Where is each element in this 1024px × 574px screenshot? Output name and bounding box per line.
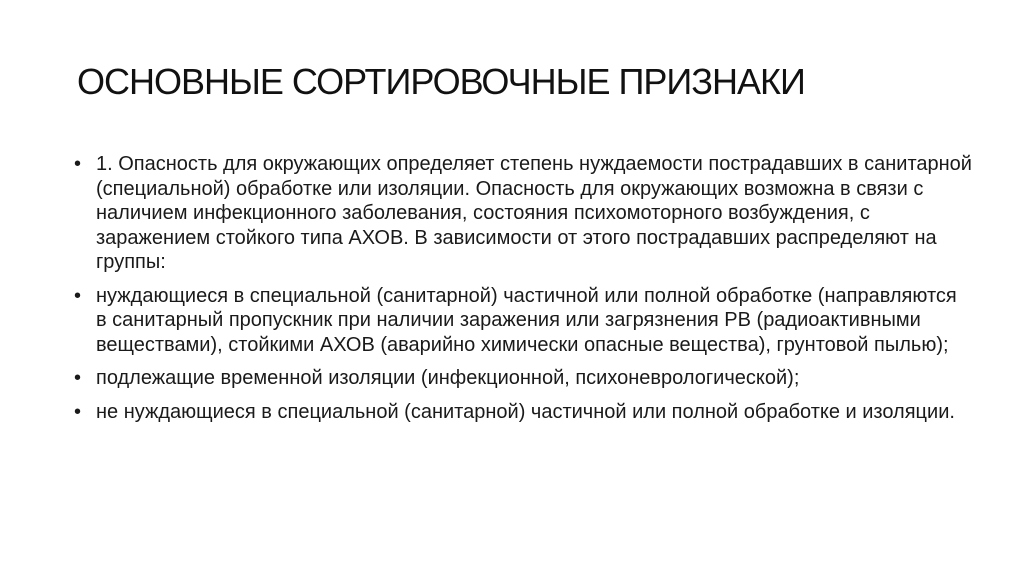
list-item-text: 1. Опасность для окружающих определяет степень нуждаемости пострадавших в санитарной (специальной) обработке или изоляции. Опасность для окружающих возможна в связи с наличием инфекционного заболевания, состояния психомоторного возбуждения, с заражением стойкого типа АХОВ. В зависимости от этого пострадавших распределяют на группы: [96, 153, 972, 273]
bullet-list [72, 152, 972, 433]
bullet-icon: • [74, 367, 82, 389]
bullet-icon: • [74, 153, 82, 175]
list-item [72, 366, 972, 391]
slide-title: ОСНОВНЫЕ СОРТИРОВОЧНЫЕ ПРИЗНАКИ [77, 61, 805, 102]
bullet-icon: • [74, 400, 82, 423]
list-item-text: не нуждающиеся в специальной (санитарной) частичной или полной обработке и изоляции. [96, 400, 955, 423]
list-item [72, 284, 972, 358]
list-item-text: подлежащие временной изоляции (инфекционной, психоневрологической); [96, 367, 800, 389]
list-item-text: нуждающиеся в специальной (санитарной) частичной или полной обработке (направляются в санитарный пропускник при наличии заражения или загрязнения РВ (радиоактивными веществами), стойкими АХОВ (аварийно химически опасные вещества), грунтовой пылью); [96, 284, 957, 356]
list-item [72, 152, 972, 275]
list-item [72, 400, 972, 425]
bullet-icon: • [74, 284, 82, 307]
